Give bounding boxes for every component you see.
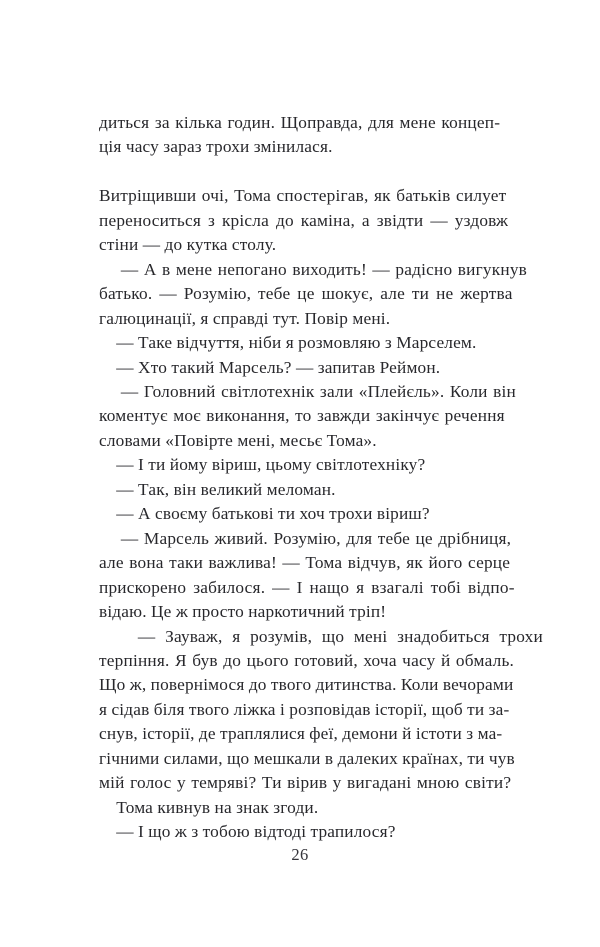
paragraph-gap	[99, 160, 507, 184]
text-line: Що ж, повернімося до твого дитинства. Коли вечорами	[99, 675, 514, 695]
text-line: диться за кілька годин. Щоправда, для мене концеп-	[99, 113, 501, 132]
page-number: 26	[291, 845, 309, 864]
text-line: — Таке відчуття, ніби я розмовляю з Марселем.	[99, 333, 477, 353]
text-line: Тома кивнув на знак згоди.	[99, 797, 319, 817]
text-line: галюцинації, я справді тут. Повір мені.	[99, 308, 391, 328]
text-line: — А в мене непогано виходить! — радісно вигукнув	[99, 259, 528, 279]
text-line: переноситься з крісла до каміна, а звідти — уздовж	[99, 210, 509, 230]
page-body-text	[99, 111, 543, 845]
text-line: батько. — Розумію, тебе це шокує, але ти не жертва	[99, 284, 513, 304]
text-line: прискорено забилося. — І нащо я взагалі тобі відпо-	[99, 577, 515, 597]
text-line: відаю. Це ж просто наркотичний тріп!	[99, 602, 387, 622]
text-line: коментує моє виконання, то завжди закінчує речення	[99, 406, 505, 426]
text-line: мій голос у темряві? Ти вірив у вигадані мною світи?	[99, 773, 512, 793]
text-line: стіни — до кутка столу.	[99, 235, 277, 255]
text-line: — І ти йому віриш, цьому світлотехніку?	[99, 455, 426, 475]
text-line: терпіння. Я був до цього готовий, хоча часу й обмаль.	[99, 650, 515, 670]
text-line: — А своєму батькові ти хоч трохи віриш?	[99, 504, 430, 524]
text-line: — Зауваж, я розумів, що мені знадобиться трохи	[99, 626, 543, 646]
text-line: снув, історії, де траплялися феї, демони й істоти з ма-	[99, 724, 503, 744]
text-line: гічними силами, що мешкали в далеких країнах, ти чув	[99, 748, 515, 768]
text-line: — Так, він великий меломан.	[99, 479, 336, 499]
text-line: словами «Повірте мені, месьє Тома».	[99, 430, 377, 450]
text-line: Витріщивши очі, Тома спостерігав, як батьків силует	[99, 186, 507, 206]
text-line: але вона таки важлива! — Тома відчув, як його серце	[99, 553, 511, 573]
text-line: — Марсель живий. Розумію, для тебе це дрібниця,	[99, 528, 512, 548]
text-line: ція часу зараз трохи змінилася.	[99, 137, 333, 157]
text-line: — І що ж з тобою відтоді трапилося?	[99, 822, 396, 842]
text-line: — Хто такий Марсель? — запитав Реймон.	[99, 357, 441, 377]
text-line: я сідав біля твого ліжка і розповідав історії, щоб ти за-	[99, 699, 510, 719]
text-line: — Головний світлотехнік зали «Плейєль». Коли він	[99, 381, 516, 401]
